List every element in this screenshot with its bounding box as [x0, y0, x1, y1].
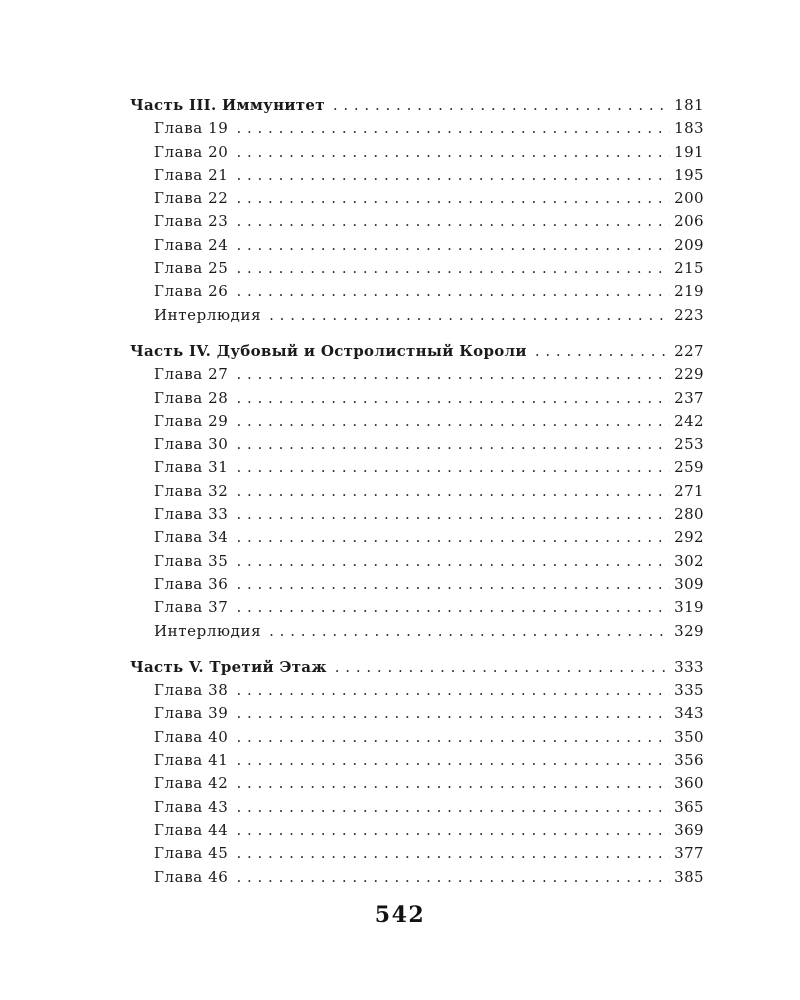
toc-entry-label: Глава 32 — [154, 481, 229, 500]
toc-entry[interactable] — [130, 187, 704, 210]
toc-entry[interactable] — [130, 280, 704, 303]
dot-leader — [236, 410, 670, 433]
toc-entry-label: Глава 46 — [154, 867, 229, 886]
toc-page-number: 271 — [674, 481, 704, 500]
dot-leader — [236, 550, 670, 573]
toc-page-number: 200 — [674, 189, 704, 208]
toc-page-number: 329 — [674, 621, 704, 640]
toc-page-number: 309 — [674, 574, 704, 593]
dot-leader — [236, 141, 670, 164]
toc-page-number: 219 — [674, 282, 704, 301]
toc-entry-label: Глава 20 — [154, 142, 229, 161]
toc-entry-label: Глава 42 — [154, 774, 229, 793]
toc-entry[interactable] — [130, 257, 704, 280]
dot-leader — [269, 304, 670, 327]
toc-entry[interactable] — [130, 796, 704, 819]
dot-leader — [236, 866, 670, 889]
toc-entry-label: Глава 45 — [154, 844, 229, 863]
dot-leader — [236, 164, 670, 187]
toc-entry-label: Глава 39 — [154, 704, 229, 723]
toc-entry[interactable] — [130, 573, 704, 596]
toc-page-number: 259 — [674, 458, 704, 477]
dot-leader — [236, 257, 670, 280]
toc-entry[interactable] — [130, 363, 704, 386]
toc-entry-label: Глава 22 — [154, 189, 229, 208]
dot-leader — [236, 234, 670, 257]
dot-leader — [333, 94, 670, 117]
toc-entry[interactable] — [130, 164, 704, 187]
toc-entry-label: Глава 37 — [154, 598, 229, 617]
toc-page-number: 333 — [674, 657, 704, 676]
toc-page-number: 302 — [674, 551, 704, 570]
toc-page-number: 227 — [674, 341, 704, 360]
toc-entry[interactable] — [130, 117, 704, 140]
toc-page-number: 385 — [674, 867, 704, 886]
toc-entry[interactable] — [130, 679, 704, 702]
toc-page-number: 229 — [674, 365, 704, 384]
dot-leader — [236, 679, 670, 702]
toc-entry[interactable] — [130, 726, 704, 749]
toc-page-number: 183 — [674, 119, 704, 138]
toc-entry-label: Глава 29 — [154, 411, 229, 430]
toc-page-number: 215 — [674, 259, 704, 278]
toc-entry[interactable] — [130, 550, 704, 573]
dot-leader — [236, 387, 670, 410]
toc-page-number: 223 — [674, 305, 704, 324]
toc-page-number: 209 — [674, 235, 704, 254]
toc-entry[interactable] — [130, 526, 704, 549]
toc-entry[interactable] — [130, 772, 704, 795]
toc-part-title: Часть III. Иммунитет — [130, 96, 325, 114]
toc-entry[interactable] — [130, 410, 704, 433]
dot-leader — [236, 702, 670, 725]
dot-leader — [236, 280, 670, 303]
toc-entry[interactable] — [130, 480, 704, 503]
toc-entry-label: Глава 19 — [154, 119, 229, 138]
toc-entry-label: Интерлюдия — [154, 621, 262, 640]
toc-entry[interactable] — [130, 503, 704, 526]
dot-leader — [236, 526, 670, 549]
toc-page-number: 181 — [674, 96, 704, 114]
dot-leader — [236, 117, 670, 140]
dot-leader — [236, 796, 670, 819]
dot-leader — [236, 210, 670, 233]
toc-page-number: 292 — [674, 528, 704, 547]
toc-entry[interactable] — [130, 702, 704, 725]
toc-entry[interactable] — [130, 304, 704, 327]
toc-entry-label: Глава 30 — [154, 435, 229, 454]
toc-entry-label: Глава 44 — [154, 820, 229, 839]
toc-entry-label: Глава 33 — [154, 505, 229, 524]
dot-leader — [236, 573, 670, 596]
dot-leader — [236, 842, 670, 865]
dot-leader — [335, 656, 670, 679]
toc-part-title: Часть V. Третий Этаж — [130, 657, 327, 676]
toc-page-number: 350 — [674, 727, 704, 746]
toc-entry-label: Глава 27 — [154, 365, 229, 384]
toc-part — [130, 340, 704, 643]
toc-entry-label: Глава 34 — [154, 528, 229, 547]
dot-leader — [236, 363, 670, 386]
toc-page-number: 195 — [674, 165, 704, 184]
dot-leader — [236, 480, 670, 503]
toc-page-number: 377 — [674, 844, 704, 863]
dot-leader — [236, 772, 670, 795]
toc-entry[interactable] — [130, 620, 704, 643]
toc-page-number: 356 — [674, 751, 704, 770]
dot-leader — [269, 620, 670, 643]
toc-entry-label: Глава 21 — [154, 165, 229, 184]
dot-leader — [236, 503, 670, 526]
toc-part — [130, 94, 704, 327]
toc-part-heading[interactable] — [130, 340, 704, 363]
dot-leader — [535, 340, 670, 363]
toc-entry-label: Глава 24 — [154, 235, 229, 254]
toc-entry-label: Глава 35 — [154, 551, 229, 570]
toc-entry[interactable] — [130, 596, 704, 619]
dot-leader — [236, 187, 670, 210]
toc-page-number: 365 — [674, 797, 704, 816]
toc-entry-label: Глава 31 — [154, 458, 229, 477]
toc-entry[interactable] — [130, 210, 704, 233]
toc-entry-label: Глава 40 — [154, 727, 229, 746]
toc-page-number: 360 — [674, 774, 704, 793]
toc-entry[interactable] — [130, 819, 704, 842]
toc-entry-label: Глава 43 — [154, 797, 229, 816]
dot-leader — [236, 749, 670, 772]
toc-entry-label: Глава 41 — [154, 751, 229, 770]
dot-leader — [236, 433, 670, 456]
toc-entry-label: Глава 25 — [154, 259, 229, 278]
toc-entry[interactable] — [130, 141, 704, 164]
dot-leader — [236, 456, 670, 479]
toc-page-number: 191 — [674, 142, 704, 161]
toc-entry-label: Глава 36 — [154, 574, 229, 593]
dot-leader — [236, 819, 670, 842]
toc-page-number: 253 — [674, 435, 704, 454]
toc-entry-label: Глава 26 — [154, 282, 229, 301]
toc-page-number: 319 — [674, 598, 704, 617]
toc-part — [130, 656, 704, 889]
toc-entry[interactable] — [130, 749, 704, 772]
toc-part-heading[interactable] — [130, 94, 704, 117]
toc-page-number: 335 — [674, 681, 704, 700]
toc-page-number: 343 — [674, 704, 704, 723]
toc-entry[interactable] — [130, 387, 704, 410]
toc-entry[interactable] — [130, 866, 704, 889]
page-number: 542 — [374, 902, 426, 928]
toc-entry[interactable] — [130, 234, 704, 257]
table-of-contents — [130, 94, 704, 902]
toc-part-title: Часть IV. Дубовый и Остролистный Короли — [130, 341, 527, 360]
toc-entry-label: Глава 23 — [154, 212, 229, 231]
toc-page-number: 242 — [674, 411, 704, 430]
toc-entry-label: Интерлюдия — [154, 305, 262, 324]
toc-entry-label: Глава 28 — [154, 388, 229, 407]
toc-page-number: 206 — [674, 212, 704, 231]
toc-entry[interactable] — [130, 842, 704, 865]
dot-leader — [236, 726, 670, 749]
toc-entry-label: Глава 38 — [154, 681, 229, 700]
toc-page-number: 369 — [674, 820, 704, 839]
toc-entry[interactable] — [130, 456, 704, 479]
toc-page-number: 280 — [674, 505, 704, 524]
dot-leader — [236, 596, 670, 619]
toc-page-number: 237 — [674, 388, 704, 407]
toc-entry[interactable] — [130, 433, 704, 456]
toc-part-heading[interactable] — [130, 656, 704, 679]
